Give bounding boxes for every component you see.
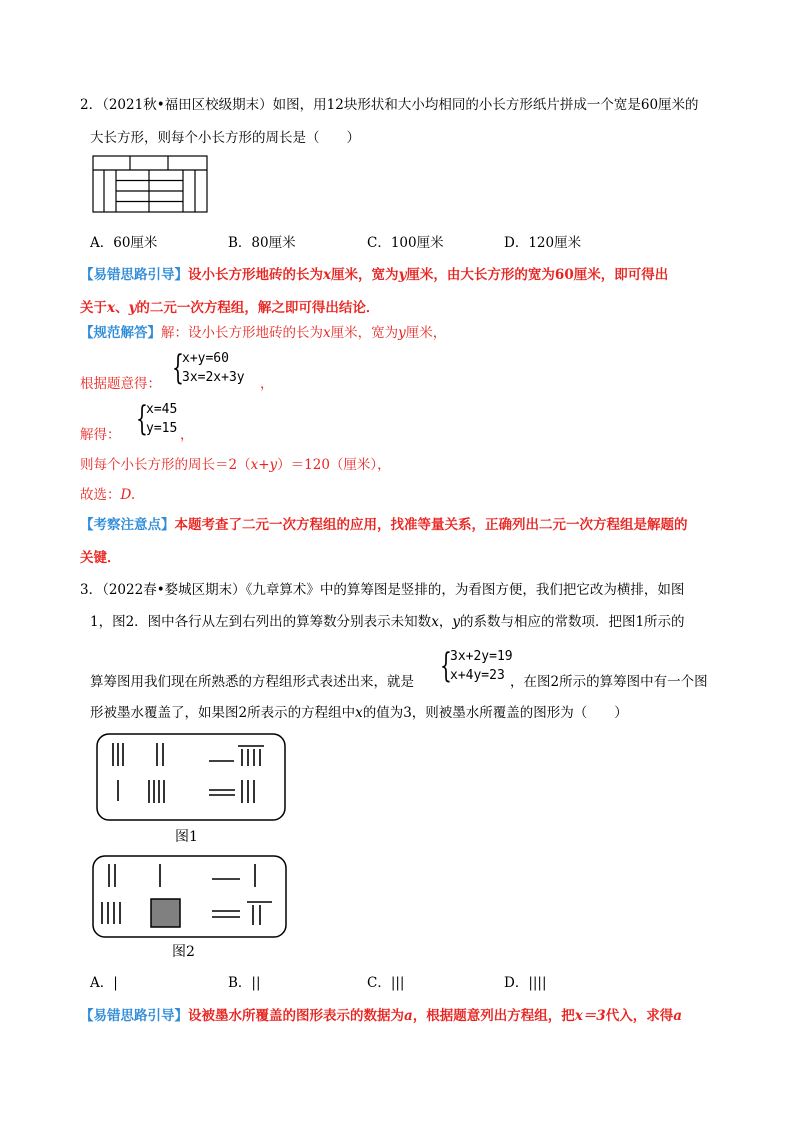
q2-solution-line1: 【规范解答】解：设小长方形地砖的长为x厘米，宽为y厘米， [80, 325, 447, 341]
q2-hint-line1: 【易错思路引导】设小长方形地砖的长为x厘米，宽为y厘米，由大长方形的宽为60厘米，即可得出 [80, 267, 669, 283]
q2-stem: 如图，用12块形状和大小均相同的小长方形纸片拼成一个宽是60厘米的 [272, 97, 699, 113]
q2-perimeter-line: 则每个小长方形的周长＝2（x+y）＝120（厘米）， [80, 457, 391, 473]
q3-stem-line3a: 算筹图用我们现在所熟悉的方程组形式表述出来，就是 [90, 674, 414, 690]
q2-equation-system-2: { x=45 y=15 [136, 399, 178, 439]
q3-option-b[interactable]: B．|| [228, 975, 261, 991]
q3-stem-line4: 形被墨水覆盖了，如果图2所表示的方程组中x的值为3，则被墨水所覆盖的图形为（ ） [90, 705, 628, 721]
q3-number: 3． [80, 582, 103, 598]
q3-figure-1-caption: 图1 [175, 829, 198, 845]
q2-option-c[interactable]: C．100厘米 [367, 235, 444, 251]
q3-option-a[interactable]: A．| [90, 975, 118, 991]
q2-option-d[interactable]: D．120厘米 [504, 235, 582, 251]
q3-stem-line1: 3．（2022春•婺城区期末）《九章算术》中的算筹图是竖排的，为看图方便，我们把它改为横排，如图 [80, 582, 685, 598]
q2-stem-line1 [80, 95, 699, 115]
q2-equation-system-1: { x+y=60 3x=2x+3y [172, 348, 245, 388]
q3-source: （2022春•婺城区期末） [102, 582, 246, 598]
q2-option-a[interactable]: A．60厘米 [90, 235, 158, 251]
q3-figure-1-rods [96, 733, 286, 821]
q2-choice-line: 故选：D. [80, 487, 136, 503]
q3-option-c[interactable]: C．||| [367, 975, 405, 991]
q2-hint-line2: 关于x、y的二元一次方程组，解之即可得出结论． [80, 300, 380, 316]
q3-hint-tag: 【易错思路引导】 [80, 1008, 188, 1024]
q2-number: 2． [80, 97, 103, 113]
q2-note-line2: 关键． [80, 550, 121, 566]
q2-note-tag: 【考察注意点】 [80, 517, 175, 533]
q3-option-d[interactable]: D．|||| [504, 975, 547, 991]
q2-rectangle-figure [92, 155, 208, 213]
q2-stem-line2: 大长方形，则每个小长方形的周长是（ ） [90, 130, 360, 146]
ink-blot [151, 899, 180, 927]
q2-option-b[interactable]: B．80厘米 [228, 235, 296, 251]
q2-solve-label: 解得： [80, 427, 121, 443]
q3-figure-2-rods [92, 855, 287, 938]
q2-hint-tag: 【易错思路引导】 [80, 267, 188, 283]
q3-equation-system: { 3x+2y=19 x+4y=23 [440, 646, 513, 686]
q2-by-meaning: 根据题意得： [80, 376, 161, 392]
q2-source: （2021秋•福田区校级期末） [102, 97, 273, 113]
q3-hint-line: 【易错思路引导】设被墨水所覆盖的图形表示的数据为a，根据题意列出方程组，把x＝3代入，求得a [80, 1008, 682, 1024]
q2-solution-tag: 【规范解答】 [80, 325, 161, 341]
q3-stem-line3b: ，在图2所示的算筹图中有一个图 [510, 674, 708, 690]
q3-stem-line2: 1，图2．图中各行从左到右列出的算筹数分别表示未知数x，y的系数与相应的常数项．把图1所示的 [90, 614, 685, 630]
q3-figure-2-caption: 图2 [172, 944, 195, 960]
q2-note-line1: 【考察注意点】本题考查了二元一次方程组的应用，找准等量关系，正确列出二元一次方程组是解题的 [80, 517, 688, 533]
